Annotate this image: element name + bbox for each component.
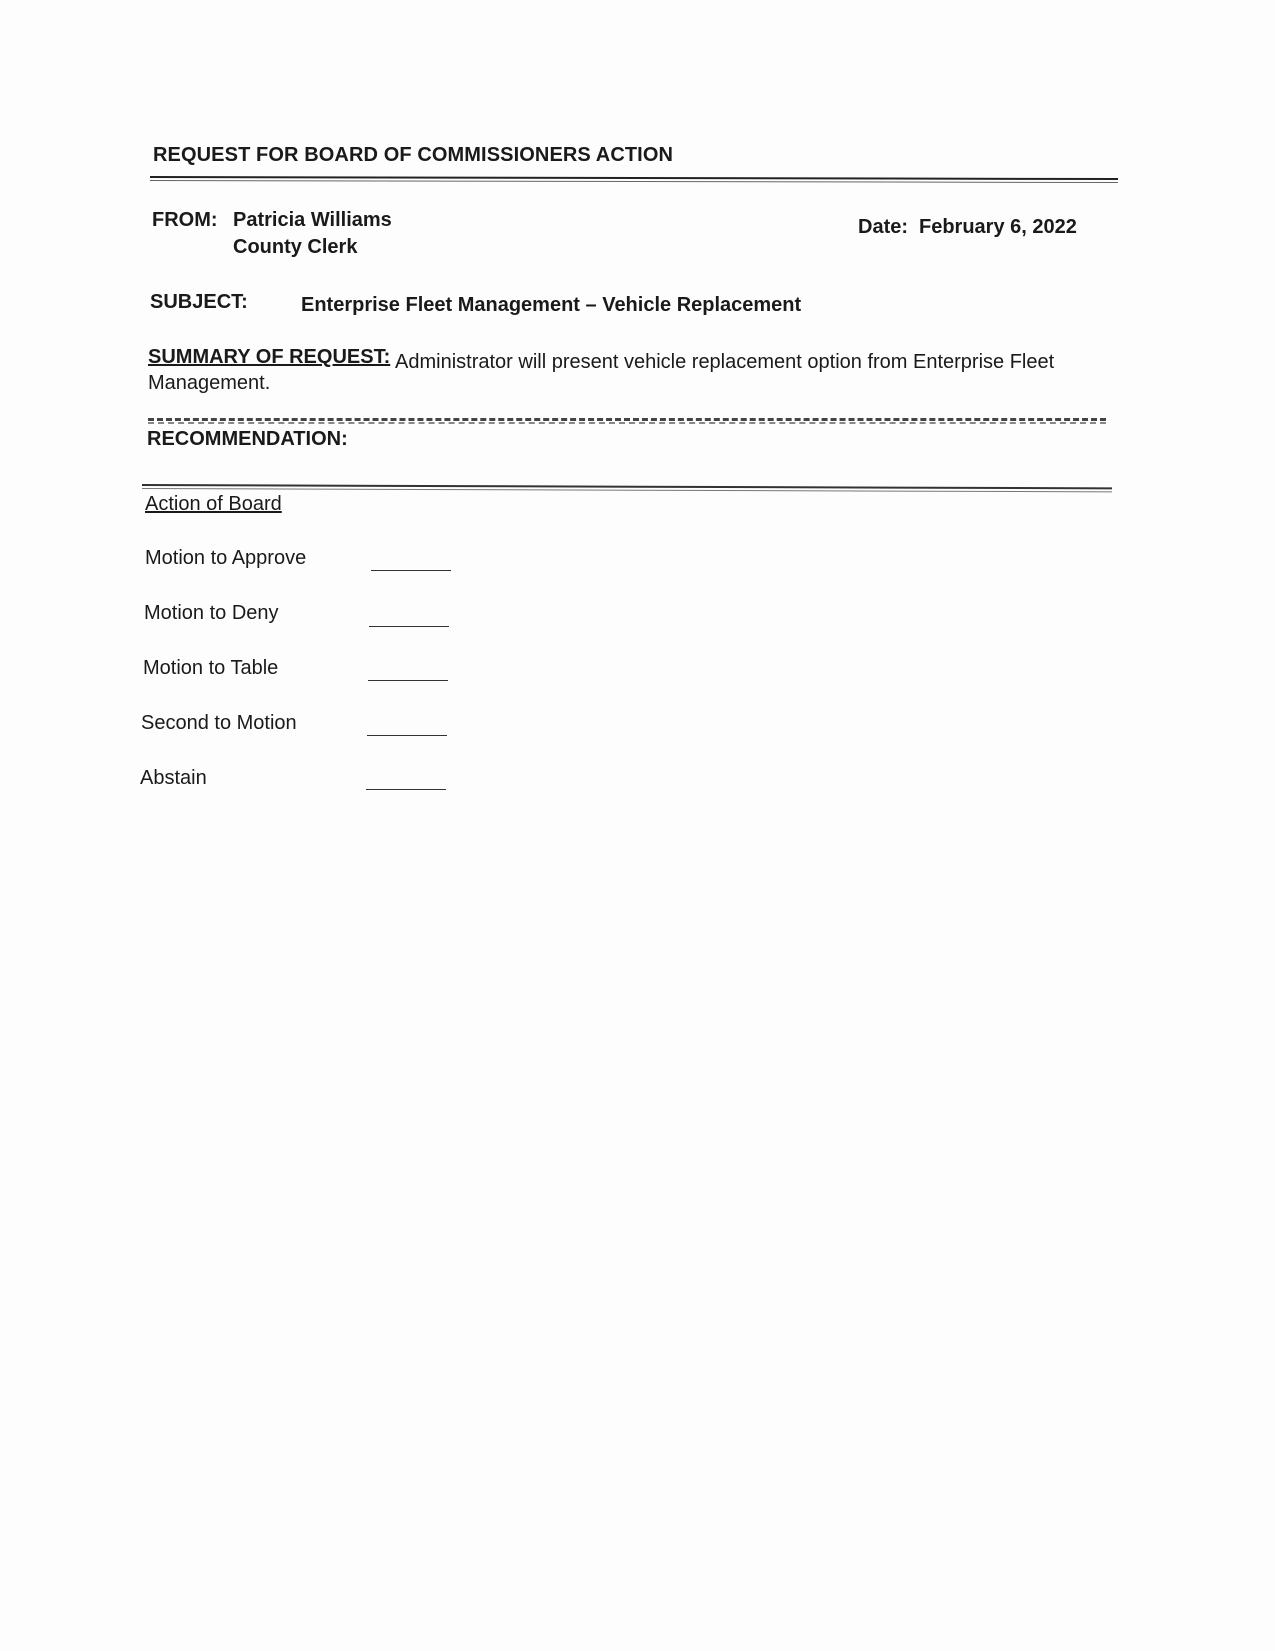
action-blank-abstain[interactable] (366, 789, 446, 790)
recommendation-divider (142, 484, 1112, 489)
summary-label: SUMMARY OF REQUEST: (148, 346, 391, 368)
action-of-board-heading: Action of Board (145, 493, 282, 515)
document-title: REQUEST FOR BOARD OF COMMISSIONERS ACTION (153, 144, 674, 166)
action-blank-second[interactable] (367, 735, 447, 736)
action-label-table: Motion to Table (143, 657, 279, 679)
from-label: FROM: (152, 209, 218, 231)
title-divider (150, 176, 1118, 180)
date-value: February 6, 2022 (919, 216, 1077, 238)
summary-text-line1: Administrator will present vehicle replacement option from Enterprise Fleet (395, 351, 1055, 373)
recommendation-label: RECOMMENDATION: (147, 428, 348, 450)
action-label-second: Second to Motion (141, 712, 297, 734)
action-blank-table[interactable] (368, 680, 448, 681)
summary-text-line2: Management. (148, 372, 271, 394)
from-role: County Clerk (233, 236, 358, 258)
action-blank-deny[interactable] (369, 626, 449, 627)
action-label-abstain: Abstain (140, 767, 207, 789)
date-label: Date: (858, 216, 909, 238)
from-name: Patricia Williams (233, 209, 392, 231)
action-label-approve: Motion to Approve (145, 547, 307, 569)
action-label-deny: Motion to Deny (144, 602, 279, 624)
action-blank-approve[interactable] (371, 570, 451, 571)
subject-value: Enterprise Fleet Management – Vehicle Replacement (301, 294, 802, 316)
summary-divider (148, 418, 1106, 421)
subject-label: SUBJECT: (150, 291, 248, 313)
